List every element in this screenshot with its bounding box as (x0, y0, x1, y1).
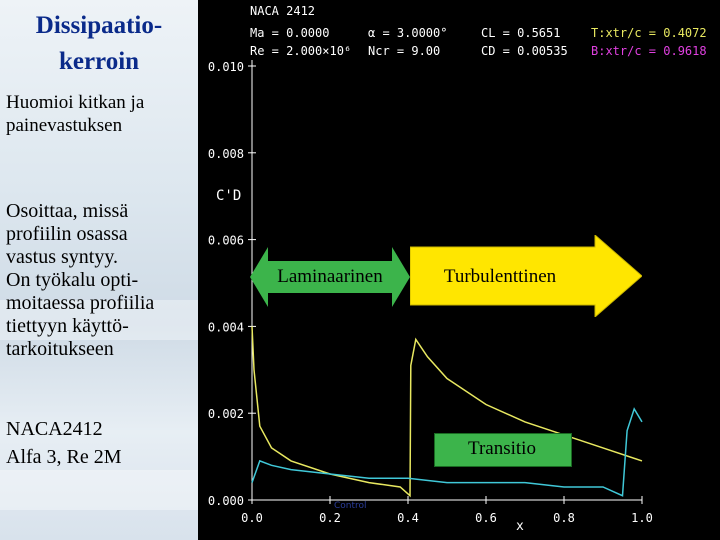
footer-text: Control (334, 501, 367, 511)
body-text (6, 200, 154, 361)
y-tick-label: 0.006 (207, 233, 244, 248)
x-tick-label: 0.2 (319, 511, 341, 525)
x-tick-label: 1.0 (631, 511, 653, 525)
airfoil-name: NACA 2412 (250, 4, 316, 18)
cl-readout: CL = 0.5651 (481, 26, 561, 40)
note-line: painevastuksen (6, 115, 123, 136)
background-streak (0, 470, 198, 510)
y-tick-label: 0.002 (207, 407, 244, 422)
series-line-t (252, 326, 642, 495)
reynolds-readout: Re = 2.000×10⁶ (250, 44, 352, 58)
turbulent-label: Turbulenttinen (443, 266, 557, 287)
case-line: NACA2412 (6, 418, 103, 440)
slide-title (0, 8, 198, 80)
title-line: Dissipaatio- (35, 12, 163, 39)
body-line: vastus syntyy. (6, 246, 119, 268)
laminar-label: Laminaarinen (277, 266, 383, 287)
alpha-readout: α = 3.0000° (368, 26, 448, 40)
y-axis-label: C'D (216, 188, 242, 204)
x-tick-label: 0.4 (397, 511, 419, 525)
x-axis-label: x (516, 519, 524, 534)
y-tick-label: 0.000 (207, 494, 244, 508)
note-line: Huomioi kitkan ja (6, 92, 145, 113)
body-line: On työkalu opti- (6, 269, 139, 291)
x-tick-label: 0.0 (241, 511, 263, 525)
body-line: Osoittaa, missä (6, 200, 129, 222)
top-transition-readout: T:xtr/c = 0.4072 (591, 26, 707, 40)
x-tick-label: 0.8 (553, 511, 575, 525)
y-tick-label: 0.008 (207, 146, 244, 161)
xfoil-plot-panel (198, 0, 720, 540)
body-line: moitaessa profiilia (6, 292, 155, 314)
left-panel (0, 0, 198, 540)
mach-readout: Ma = 0.0000 (250, 26, 330, 40)
body-line: tiettyyn käyttö- (6, 315, 129, 337)
title-line: kerroin (58, 48, 140, 75)
ncrit-readout: Ncr = 9.00 (368, 44, 441, 58)
note-text (6, 91, 144, 137)
x-tick-label: 0.6 (475, 511, 497, 525)
body-line: profiilin osassa (6, 223, 128, 245)
body-line: tarkoitukseen (6, 338, 114, 360)
chart-curves (252, 326, 642, 495)
transition-label: Transitio (468, 438, 536, 459)
bottom-transition-readout: B:xtr/c = 0.9618 (591, 44, 707, 58)
y-tick-label: 0.004 (207, 320, 244, 335)
case-text (6, 415, 122, 471)
case-line: Alfa 3, Re 2M (6, 446, 122, 468)
y-tick-label: 0.010 (207, 60, 244, 74)
cd-readout: CD = 0.00535 (481, 44, 568, 58)
